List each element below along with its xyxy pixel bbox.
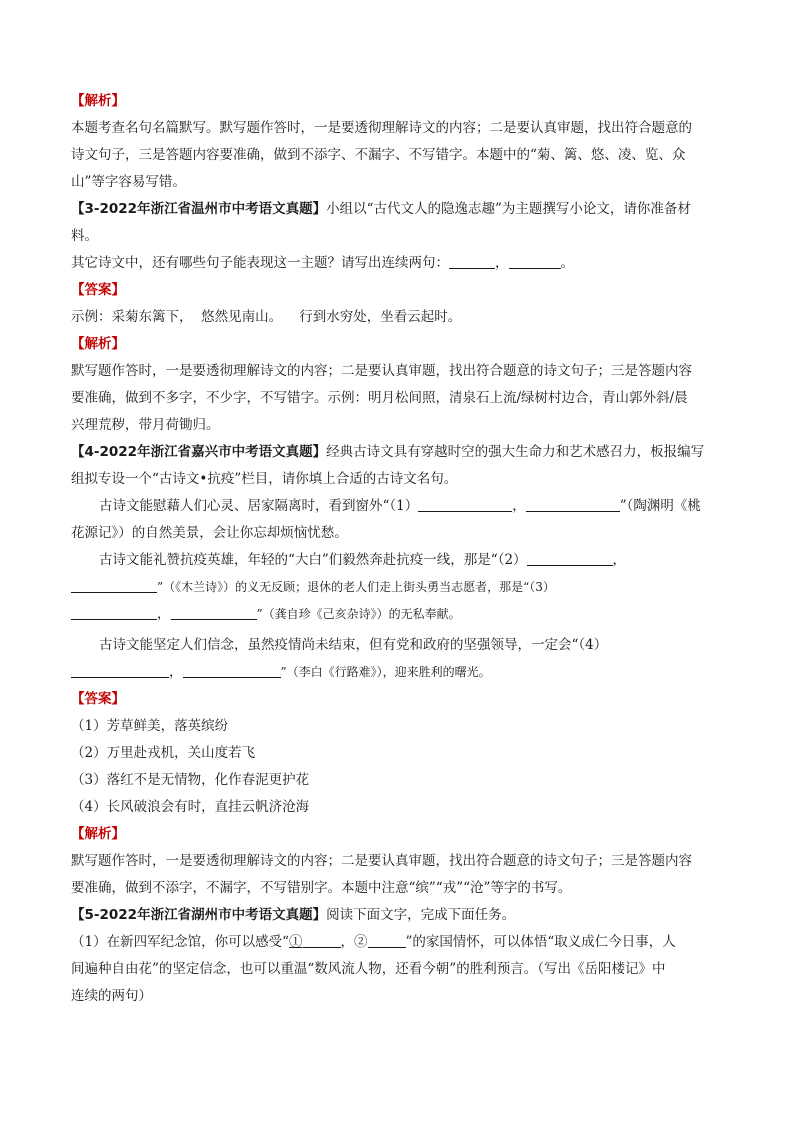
question-4-head: 【4-2022年浙江省嘉兴市中考语文真题】	[71, 444, 327, 460]
analysis-line: 默写题作答时，一是要透彻理解诗文的内容；二是要认真审题，找出符合题意的诗文句子；三是答题内容	[71, 363, 692, 379]
answer-line: （3）落红不是无情物，化作春泥更护花	[71, 772, 310, 788]
question-3-prompt: 其它诗文中，还有哪些句子能表现这一主题？请写出连续两句： ， 。	[71, 255, 574, 271]
answer-blank[interactable]	[171, 604, 257, 620]
question-5: 【5-2022年浙江省湖州市中考语文真题】阅读下面文字，完成下面任务。	[71, 907, 516, 923]
question-4-para-2: 古诗文能礼赞抗疫英雄，年轻的“大白”们毅然奔赴抗疫一线，那是“（2） ，	[99, 552, 627, 568]
question-4-para-2-cont: ”（《木兰诗》）的义无反顾；退休的老人们走上街头勇当志愿者，那是“（3）	[71, 574, 726, 601]
analysis-line: 山”等字容易写错。	[71, 174, 186, 190]
question-3	[71, 196, 726, 223]
answer-blank[interactable]	[71, 662, 169, 678]
question-5-para-1-cont: 间遍种自由花”的坚定信念，也可以重温“数风流人物，还看今朝”的胜利预言。（写出《岳阳楼记》中	[71, 961, 666, 977]
answer-blank[interactable]	[418, 496, 512, 512]
question-4-para-1: 古诗文能慰藉人们心灵、居家隔离时，看到窗外“（1） ， ”（陶渊明《桃	[99, 498, 701, 514]
analysis-label: 【解析】	[71, 336, 125, 352]
question-4-para-3: 古诗文能坚定人们信念，虽然疫情尚未结束，但有党和政府的坚强领导，一定会“（4）	[99, 637, 608, 653]
analysis-line: 要准确，做到不添字，不漏字，不写错别字。本题中注意“缤”“戎”“沧”等字的书写。	[71, 880, 572, 896]
answer-line: （4）长风破浪会有时，直挂云帆济沧海	[71, 799, 310, 815]
answer-blank[interactable]	[71, 577, 157, 593]
analysis-line: 要准确，做到不多字，不少字，不写错字。示例：明月松间照，清泉石上流/绿树村边合，青山郭外斜/晨	[71, 390, 688, 406]
analysis-line: 本题考查名句名篇默写。默写题作答时，一是要透彻理解诗文的内容；二是要认真审题，找出符合题意的	[71, 120, 692, 136]
analysis-label: 【解析】	[71, 93, 125, 109]
answer-label: 【答案】	[71, 691, 125, 707]
question-3-text-cont: 料。	[71, 228, 98, 244]
answer-line: （2）万里赴戎机，关山度若飞	[71, 745, 256, 761]
answer-blank[interactable]	[527, 550, 613, 566]
question-4-para-3-cont: ， ”（李白《行路难》），迎来胜利的曙光。	[71, 659, 726, 686]
answer-blank[interactable]	[509, 253, 561, 269]
answer-blank[interactable]	[303, 932, 341, 948]
document-page	[71, 88, 726, 1010]
question-4-para-1-cont: 花源记》）的自然美景，会让你忘却烦恼忧愁。	[71, 525, 348, 541]
question-5-para-1-cont2: 连续的两句）	[71, 988, 152, 1004]
analysis-line: 默写题作答时，一是要透彻理解诗文的内容；二是要认真审题，找出符合题意的诗文句子；三是答题内容	[71, 853, 692, 869]
answer-line: （1）芳草鲜美，落英缤纷	[71, 718, 229, 734]
analysis-line: 诗文句子，三是答题内容要准确，做到不添字、不漏字、不写错字。本题中的“菊、篱、悠、凌、览、众	[71, 147, 686, 163]
question-4: 【4-2022年浙江省嘉兴市中考语文真题】经典古诗文具有穿越时空的强大生命力和艺术感召力，板报编写	[71, 444, 705, 460]
answer-blank[interactable]	[71, 604, 157, 620]
question-5-head: 【5-2022年浙江省湖州市中考语文真题】	[71, 907, 327, 923]
answer-blank[interactable]	[368, 932, 406, 948]
question-3-answer: 示例：采菊东篱下， 悠然见南山。 行到水穷处，坐看云起时。	[71, 309, 462, 325]
question-5-para-1: （1）在新四军纪念馆，你可以感受“① ，② ”的家国情怀，可以体悟“取义成仁今日事，人	[71, 934, 676, 950]
question-3-head: 【3-2022年浙江省温州市中考语文真题】	[71, 201, 327, 217]
question-4-para-2-cont2: ， ”（龚自珍《己亥杂诗》）的无私奉献。	[71, 601, 726, 628]
analysis-line: 兴理荒秽，带月荷锄归。	[71, 417, 220, 433]
question-4-text-cont: 组拟专设一个“古诗文•抗疫”栏目，请你填上合适的古诗文名句。	[71, 471, 458, 487]
analysis-label: 【解析】	[71, 826, 125, 842]
answer-label: 【答案】	[71, 282, 125, 298]
answer-blank[interactable]	[449, 253, 495, 269]
answer-blank[interactable]	[183, 662, 281, 678]
answer-blank[interactable]	[526, 496, 620, 512]
question-3-text: 小组以“古代文人的隐逸志趣”为主题撰写小论文，请你准备材	[326, 201, 691, 217]
